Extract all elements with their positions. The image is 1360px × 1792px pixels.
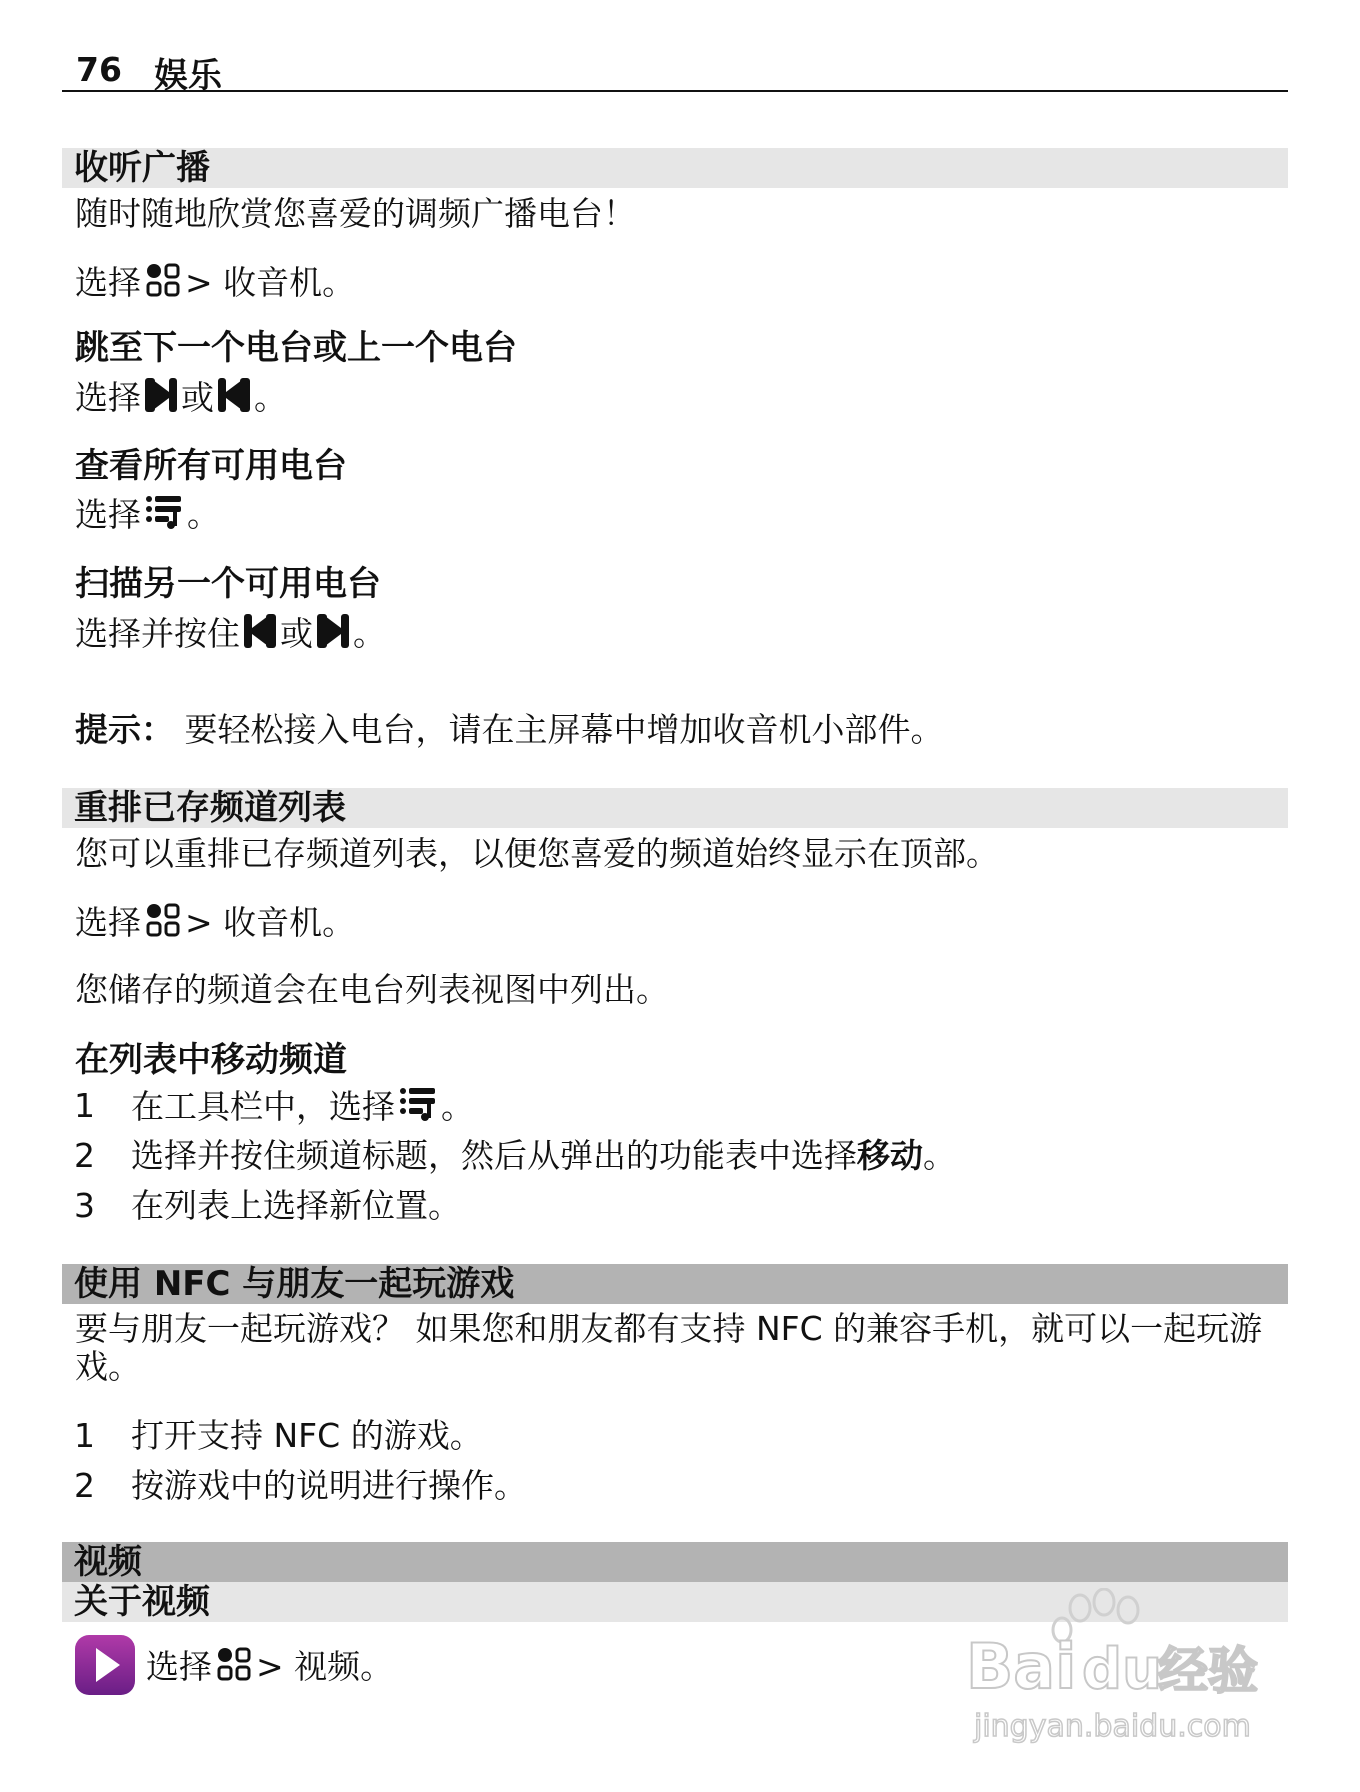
section-title: 视频: [74, 1542, 142, 1582]
period: 。: [441, 1087, 474, 1126]
step-text-main: 选择并按住频道标题，然后从弹出的功能表中选择: [131, 1136, 857, 1175]
section-title: 重排已存频道列表: [74, 788, 346, 828]
step-text-main: 在工具栏中，选择: [131, 1087, 395, 1126]
period: 。: [923, 1136, 956, 1175]
step-number: 2: [74, 1466, 95, 1505]
apps-menu-icon: [216, 1646, 252, 1691]
view-all-heading: 查看所有可用电台: [75, 446, 347, 486]
video-menu-instruction: [146, 1646, 393, 1691]
select-label: 选择: [75, 903, 141, 942]
period: 。: [254, 378, 287, 417]
next-prev-heading: 跳至下一个电台或上一个电台: [75, 328, 517, 368]
video-app-icon: [74, 1634, 136, 1700]
reorder-note: 您储存的频道会在电台列表视图中列出。: [75, 970, 669, 1009]
station-list-icon: [145, 494, 183, 539]
period: 。: [187, 495, 220, 534]
skip-back-icon: [218, 376, 250, 423]
radio-menu-instruction: [75, 262, 355, 307]
next-prev-instruction: [75, 376, 287, 423]
section-radio-header: [62, 148, 1288, 188]
page-number: 76: [76, 50, 122, 89]
move-heading: 在列表中移动频道: [75, 1040, 347, 1080]
scan-instruction: [75, 612, 386, 659]
watermark-service: 经验: [1158, 1642, 1258, 1700]
view-all-instruction: [75, 494, 220, 539]
tip-text: 要轻松接入电台，请在主屏幕中增加收音机小部件。: [184, 710, 944, 749]
or-label: 或: [280, 614, 313, 653]
select-hold-label: 选择并按住: [75, 614, 240, 653]
section-reorder-header: [62, 788, 1288, 828]
baidu-watermark: [962, 1588, 1282, 1758]
select-label: 选择: [75, 378, 141, 417]
step-text: 在列表上选择新位置。: [131, 1186, 461, 1225]
step-text: 按游戏中的说明进行操作。: [131, 1466, 527, 1505]
menu-path: > 收音机。: [185, 263, 356, 302]
station-list-icon: [399, 1086, 437, 1131]
apps-menu-icon: [145, 902, 181, 947]
radio-intro: 随时随地欣赏您喜爱的调频广播电台！: [75, 194, 636, 233]
step-number: 1: [74, 1086, 95, 1125]
tip: [75, 710, 944, 750]
step-text: 打开支持 NFC 的游戏。: [131, 1416, 483, 1455]
section-video-header: [62, 1542, 1288, 1582]
select-label: 选择: [75, 495, 141, 534]
period: 。: [353, 614, 386, 653]
nfc-intro: 要与朋友一起玩游戏？ 如果您和朋友都有支持 NFC 的兼容手机，就可以一起玩游戏。: [75, 1309, 1263, 1386]
step-number: 3: [74, 1186, 95, 1225]
menu-path: > 收音机。: [185, 903, 356, 942]
chapter-title: 娱乐: [154, 56, 222, 96]
section-subtitle: 关于视频: [74, 1582, 210, 1622]
menu-option-move: 移动: [857, 1136, 923, 1175]
page-header: [62, 44, 1288, 96]
section-title: 收听广播: [74, 148, 210, 188]
step-text: [131, 1086, 474, 1131]
select-label: 选择: [146, 1647, 212, 1686]
section-nfc-header: [62, 1264, 1288, 1304]
step-text: [131, 1136, 956, 1176]
skip-back-icon: [244, 612, 276, 659]
tip-label: 提示：: [75, 710, 174, 749]
step-number: 1: [74, 1416, 95, 1455]
section-title: 使用 NFC 与朋友一起玩游戏: [74, 1264, 515, 1304]
reorder-intro: 您可以重排已存频道列表，以便您喜爱的频道始终显示在顶部。: [75, 834, 999, 873]
select-label: 选择: [75, 263, 141, 302]
reorder-menu-instruction: [75, 902, 355, 947]
watermark-brand-2: du: [1082, 1637, 1162, 1702]
menu-path: > 视频。: [256, 1647, 394, 1686]
scan-heading: 扫描另一个可用电台: [75, 564, 381, 604]
apps-menu-icon: [145, 262, 181, 307]
watermark-url: jingyan.baidu.com: [974, 1709, 1251, 1744]
skip-forward-icon: [317, 612, 349, 659]
step-number: 2: [74, 1136, 95, 1175]
or-label: 或: [181, 378, 214, 417]
skip-forward-icon: [145, 376, 177, 423]
watermark-brand: Bai: [966, 1630, 1077, 1703]
